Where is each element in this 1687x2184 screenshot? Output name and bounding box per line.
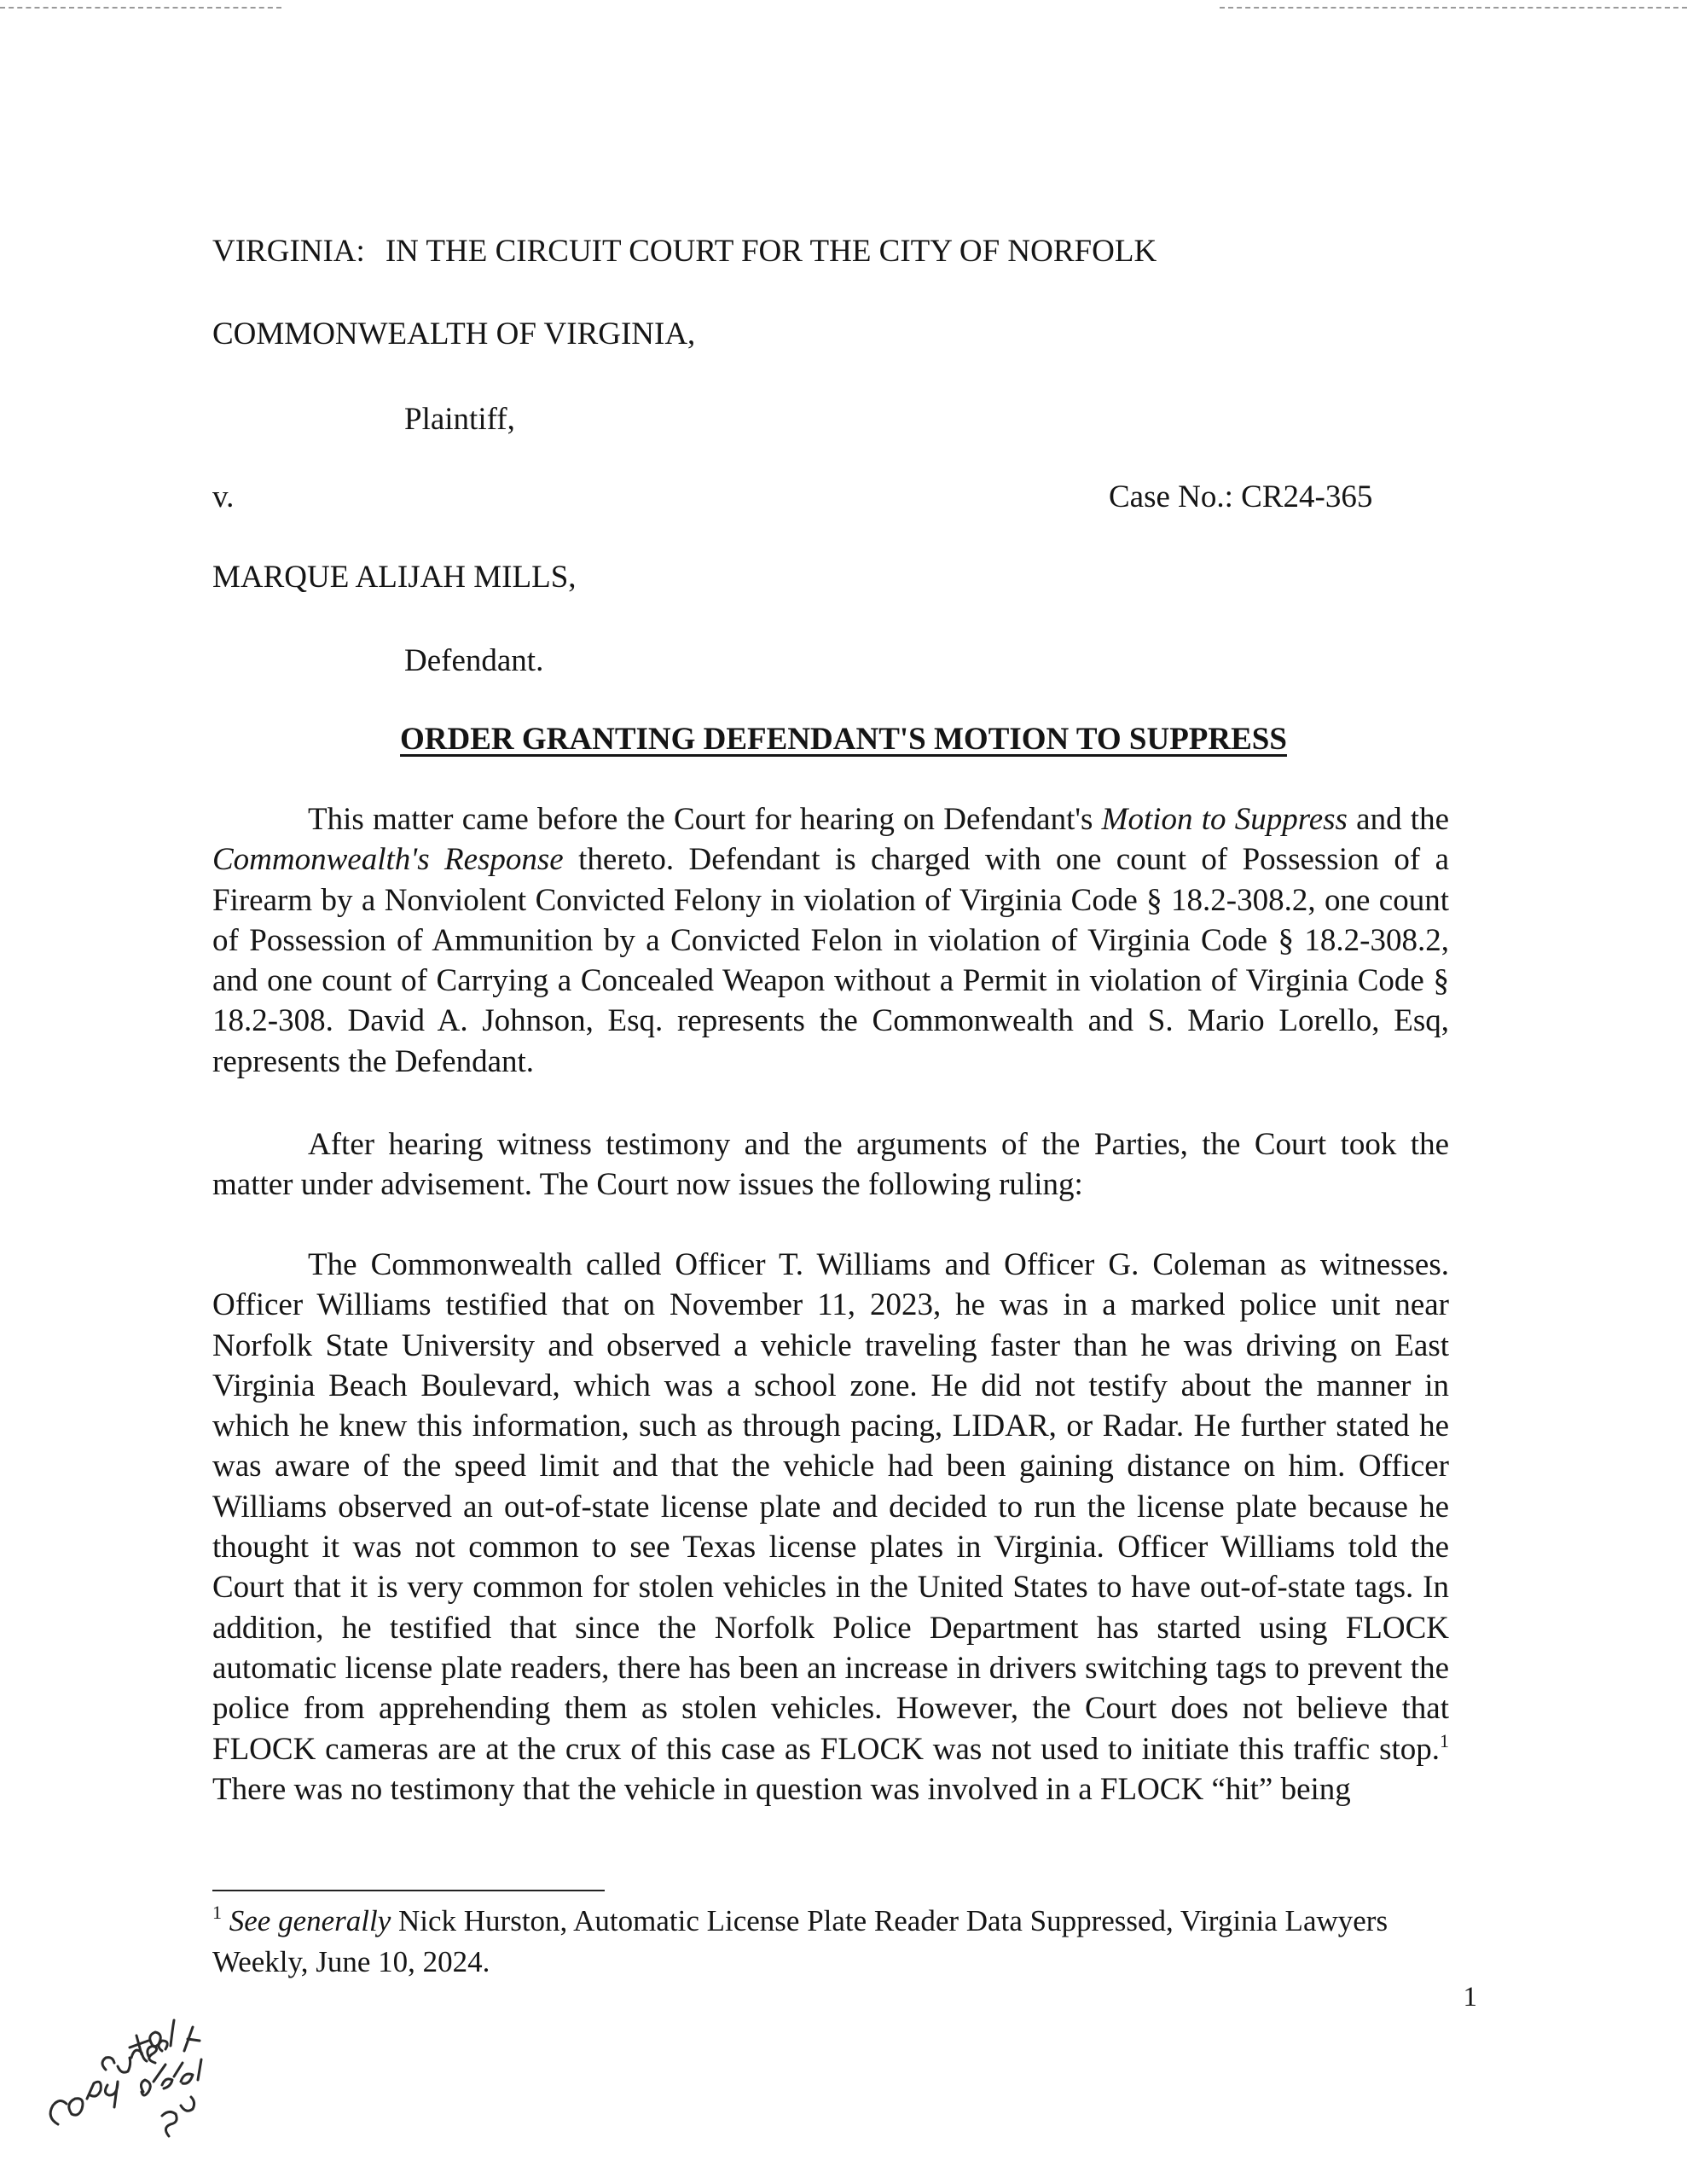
scan-edge-right (1220, 7, 1687, 9)
footnote-number: 1 (212, 1902, 222, 1923)
footnote-signal: See generally (229, 1904, 391, 1937)
paragraph-testimony: The Commonwealth called Officer T. Williams and Officer G. Coleman as witnesses. Officer Williams testified that on November 11, 2023, he was in a marked police unit near Norfolk State University and observed a vehicle traveling faster than he was driving on East Virginia Beach Boulevard, which was a school zone. He did not testify about the manner in which he knew this information, such as through pacing, LIDAR, or Radar. He further stated he was aware of the speed limit and that the vehicle had been gaining distance on him. Officer Williams observed an out-of-state license plate and decided to run the license plate because he thought it was not common to see Texas license plates in Virginia. Officer Williams told the Court that it is very common for stolen vehicles in the United States to have out-of-state tags. In addition, he testified that since the Norfolk Police Department has started using FLOCK automatic license plate readers, there has been an increase in drivers switching tags to prevent the police from apprehending them as stolen vehicles. However, the Court does not believe that FLOCK cameras are at the crux of this case as FLOCK was not used to initiate this traffic stop.$^1$ There was no testimony that the vehicle in question was involved in a FLOCK “hit” being (212, 1247, 1449, 1807)
plaintiff-role: Plaintiff, (404, 402, 515, 437)
paragraph-hearing: After hearing witness testimony and the arguments of the Parties, the Court took the matter under advisement. The Court now issues the following ruling: (212, 1127, 1449, 1203)
plaintiff-name: COMMONWEALTH OF VIRGINIA, (212, 317, 696, 351)
footnote (212, 1901, 1449, 1983)
scan-edge-left (0, 7, 281, 9)
page-number: 1 (1463, 1982, 1477, 2013)
court-prefix: VIRGINIA: (212, 234, 365, 269)
versus: v. (212, 479, 235, 514)
defendant-name: MARQUE ALIJAH MILLS, (212, 560, 577, 595)
response-title: Commonwealth's Response (212, 842, 564, 878)
footnote-citation: Nick Hurston, Automatic License Plate Reader Data Suppressed, Virginia Lawyers Weekly, June 10, 2024. (212, 1904, 1388, 1978)
footnote-divider (212, 1890, 605, 1891)
paragraph-charges: This matter came before the Court for hearing on Defendant's Motion to Suppress and the Commonwealth's Response thereto. Defendant is charged with one count of Possession of a Firearm by a Nonviolent Convicted Felony in violation of Virginia Code § 18.2-308.2, one count of Possession of Ammunition by a Convicted Felon in violation of Virginia Code § 18.2-308.2, and one count of Carrying a Concealed Weapon without a Permit in violation of Virginia Code § 18.2-308. David A. Johnson, Esq. represents the Commonwealth and S. Mario Lorello, Esq, represents the Defendant. (212, 802, 1449, 1079)
case-number: Case No.: CR24-365 (1109, 479, 1373, 514)
footnote-reference: 1 (1440, 1729, 1449, 1751)
handwritten-annotation (34, 1996, 256, 2141)
defendant-role: Defendant. (404, 643, 544, 678)
motion-title: Motion to Suppress (1101, 802, 1348, 837)
court-name: IN THE CIRCUIT COURT FOR THE CITY OF NORFOLK (385, 234, 1157, 269)
court-heading (212, 231, 1157, 271)
order-title: ORDER GRANTING DEFENDANT'S MOTION TO SUPPRESS (400, 722, 1287, 757)
